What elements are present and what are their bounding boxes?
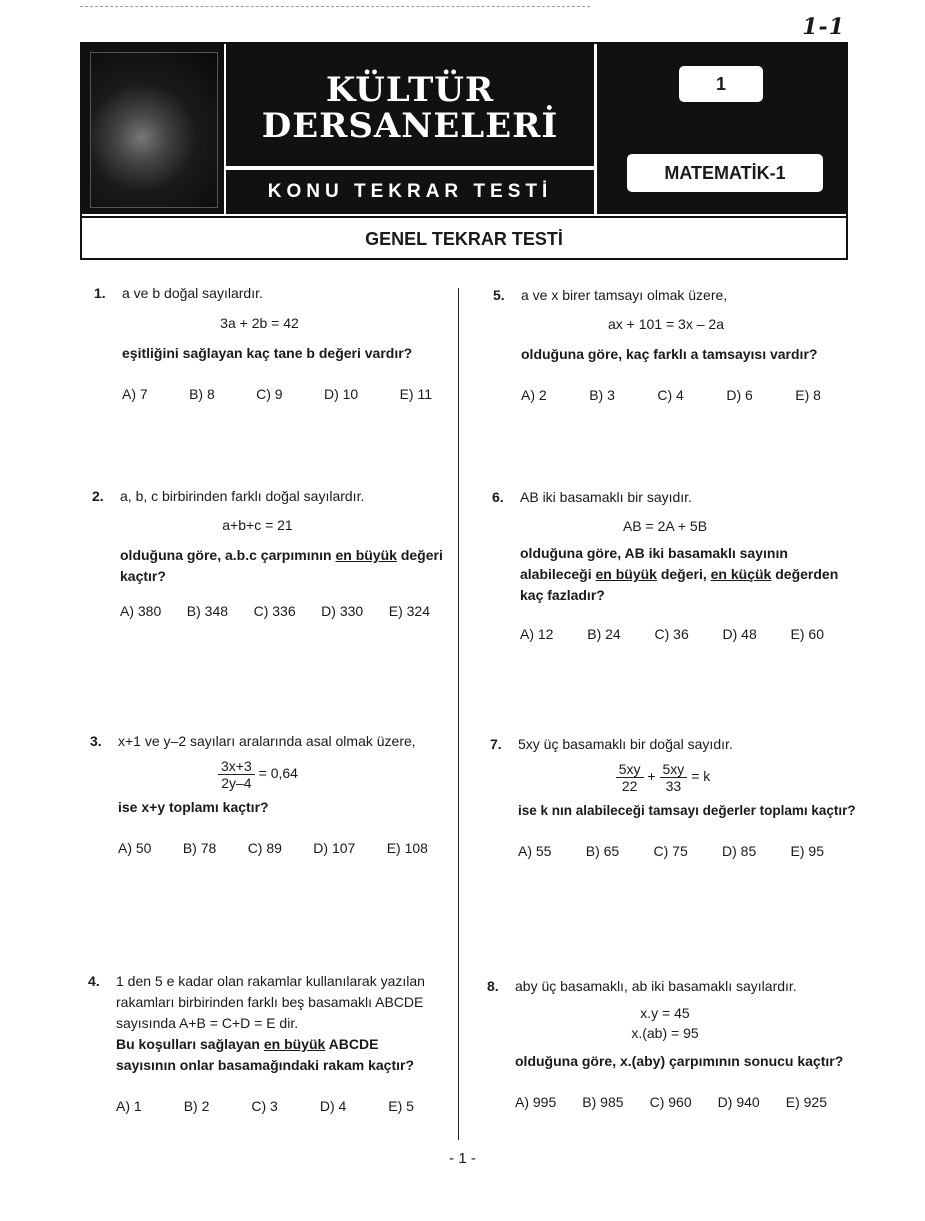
prompt-underlined: en küçük <box>710 566 772 582</box>
question-prompt: olduğuna göre, kaç farklı a tamsayısı vardır? <box>521 346 818 362</box>
choice-b[interactable]: B) 2 <box>183 1098 210 1114</box>
choice-a[interactable]: A) 1 <box>116 1098 142 1114</box>
answer-choices <box>515 1092 827 1113</box>
title-line-1: KÜLTÜR <box>325 70 495 110</box>
fraction <box>616 761 644 794</box>
choice-b[interactable]: B) 65 <box>585 843 620 859</box>
question-text: 5xy üç basamaklı bir doğal sayıdır. <box>518 736 733 752</box>
choice-b[interactable]: B) 3 <box>589 387 615 403</box>
denominator: 22 <box>621 778 638 794</box>
prompt-part: ABCDE sayısının onlar basamağındaki rakam kaçtır? <box>116 1036 415 1073</box>
fraction <box>218 758 255 791</box>
choice-a[interactable]: A) 7 <box>122 386 148 402</box>
choice-e[interactable]: E) 95 <box>790 843 824 859</box>
choice-e[interactable]: E) 5 <box>388 1098 414 1114</box>
choice-c[interactable]: C) 960 <box>649 1094 692 1110</box>
question-8 <box>487 976 860 1113</box>
choice-c[interactable]: C) 9 <box>256 386 283 402</box>
header-photo <box>82 44 224 214</box>
equation-rest: = k <box>691 768 711 785</box>
subject-label: MATEMATİK-1 <box>627 154 823 192</box>
column-divider <box>458 288 459 1140</box>
question-text: x+1 ve y–2 sayıları aralarında asal olmak üzere, <box>118 733 416 749</box>
choice-a[interactable]: A) 995 <box>515 1094 557 1110</box>
question-text: AB iki basamaklı bir sayıdır. <box>520 489 692 505</box>
choice-e[interactable]: E) 8 <box>795 387 821 403</box>
question-6 <box>492 487 842 645</box>
question-number: 5. <box>493 287 505 303</box>
choice-c[interactable]: C) 36 <box>654 626 689 642</box>
denominator: 2y–4 <box>221 775 252 791</box>
choice-e[interactable]: E) 60 <box>790 626 824 642</box>
question-4 <box>88 971 438 1117</box>
choice-d[interactable]: D) 4 <box>319 1098 347 1114</box>
title-line-2: DERSANELERİ <box>261 106 559 146</box>
question-text: aby üç basamaklı, ab iki basamaklı sayılardır. <box>515 978 797 994</box>
question-number: 4. <box>88 973 100 989</box>
equation <box>118 758 398 791</box>
choice-d[interactable]: D) 940 <box>717 1094 760 1110</box>
prompt-part: olduğuna göre, AB iki basamaklı sayının alabileceği <box>520 545 788 582</box>
prompt-part: Bu koşulları sağlayan <box>116 1036 264 1052</box>
choice-d[interactable]: D) 10 <box>323 386 359 402</box>
test-name: GENEL TEKRAR TESTİ <box>82 216 846 260</box>
question-prompt: olduğuna göre, x.(aby) çarpımının sonucu kaçtır? <box>515 1053 844 1069</box>
page-number: - 1 - <box>449 1150 476 1167</box>
prompt-part: olduğuna göre, a.b.c çarpımının <box>120 547 336 563</box>
prompt-underlined: en büyük <box>335 547 397 563</box>
question-prompt <box>520 543 842 606</box>
choice-a[interactable]: A) 380 <box>120 603 162 619</box>
equation <box>518 761 808 794</box>
test-info-block <box>597 44 846 214</box>
question-number: 7. <box>490 736 502 752</box>
choice-e[interactable]: E) 324 <box>388 603 430 619</box>
question-number: 3. <box>90 733 102 749</box>
prompt-part: değeri, <box>656 566 711 582</box>
answer-choices <box>520 624 824 645</box>
answer-choices <box>120 601 430 622</box>
statue-image <box>90 52 218 208</box>
question-1 <box>94 283 467 405</box>
question-2 <box>92 486 465 622</box>
choice-e[interactable]: E) 108 <box>386 840 428 856</box>
numerator: 5xy <box>616 761 644 778</box>
numerator: 3x+3 <box>218 758 255 775</box>
numerator: 5xy <box>660 761 688 778</box>
choice-c[interactable]: C) 89 <box>247 840 282 856</box>
question-prompt: ise x+y toplamı kaçtır? <box>118 799 269 815</box>
choice-b[interactable]: B) 78 <box>182 840 217 856</box>
choice-a[interactable]: A) 55 <box>518 843 552 859</box>
question-number: 6. <box>492 489 504 505</box>
choice-c[interactable]: C) 75 <box>653 843 688 859</box>
prompt-underlined: en büyük <box>595 566 657 582</box>
choice-b[interactable]: B) 348 <box>186 603 229 619</box>
choice-a[interactable]: A) 50 <box>118 840 152 856</box>
choice-e[interactable]: E) 11 <box>399 386 432 402</box>
choice-a[interactable]: A) 2 <box>521 387 547 403</box>
question-text: 1 den 5 e kadar olan rakamlar kullanılarak yazılan rakamları birbirinden farklı beş basamaklı ABCDE sayısında A+B = C+D = E dir. <box>116 973 425 1031</box>
subtitle: KONU TEKRAR TESTİ <box>226 170 594 214</box>
question-number: 8. <box>487 978 499 994</box>
equation-2: x.(ab) = 95 <box>631 1025 699 1041</box>
equation: 3a + 2b = 42 <box>220 315 299 331</box>
choice-d[interactable]: D) 85 <box>722 843 757 859</box>
question-text: a ve x birer tamsayı olmak üzere, <box>521 287 728 303</box>
equation: ax + 101 = 3x – 2a <box>608 316 724 332</box>
test-number: 1 <box>679 66 763 102</box>
equation: AB = 2A + 5B <box>622 518 708 534</box>
equation: a+b+c = 21 <box>222 517 293 533</box>
question-text: a ve b doğal sayılardır. <box>122 285 263 301</box>
equation-1: x.y = 45 <box>640 1005 690 1021</box>
choice-c[interactable]: C) 4 <box>657 387 684 403</box>
fraction <box>660 761 688 794</box>
question-text: a, b, c birbirinden farklı doğal sayılardır. <box>120 488 365 504</box>
denominator: 33 <box>665 778 682 794</box>
choice-c[interactable]: C) 336 <box>253 603 296 619</box>
equation-rest: = 0,64 <box>258 765 298 782</box>
choice-d[interactable]: D) 48 <box>722 626 757 642</box>
question-prompt: ise k nın alabileceği tamsayı değerler toplamı kaçtır? <box>518 803 856 818</box>
choice-c[interactable]: C) 3 <box>251 1098 278 1114</box>
choice-d[interactable]: D) 330 <box>321 603 364 619</box>
choice-b[interactable]: B) 8 <box>189 386 215 402</box>
question-prompt: eşitliğini sağlayan kaç tane b değeri vardır? <box>122 345 413 361</box>
question-number: 2. <box>92 488 104 504</box>
prompt-underlined: en büyük <box>263 1036 326 1052</box>
answer-choices <box>518 841 824 862</box>
question-number: 1. <box>94 285 106 301</box>
choice-d[interactable]: D) 6 <box>726 387 753 403</box>
top-dashed-line <box>80 6 590 7</box>
question-prompt <box>120 545 445 587</box>
question-5 <box>493 285 866 406</box>
answer-choices <box>521 385 821 406</box>
prompt-part: değeri kaçtır? <box>120 547 443 584</box>
prompt-part: değerden kaç fazladır? <box>520 566 839 603</box>
title-block <box>226 44 594 166</box>
test-header <box>80 42 848 260</box>
choice-a[interactable]: A) 12 <box>520 626 554 642</box>
answer-choices <box>122 384 432 405</box>
question-3 <box>90 731 463 859</box>
question-prompt <box>116 1034 438 1076</box>
question-7 <box>490 734 863 862</box>
choice-d[interactable]: D) 107 <box>313 840 356 856</box>
plus-sign: + <box>647 768 656 785</box>
choice-b[interactable]: B) 985 <box>582 1094 624 1110</box>
answer-choices <box>116 1096 414 1117</box>
answer-choices <box>118 838 428 859</box>
choice-e[interactable]: E) 925 <box>785 1094 827 1110</box>
choice-b[interactable]: B) 24 <box>587 626 621 642</box>
corner-mark: 1-1 <box>802 14 845 40</box>
